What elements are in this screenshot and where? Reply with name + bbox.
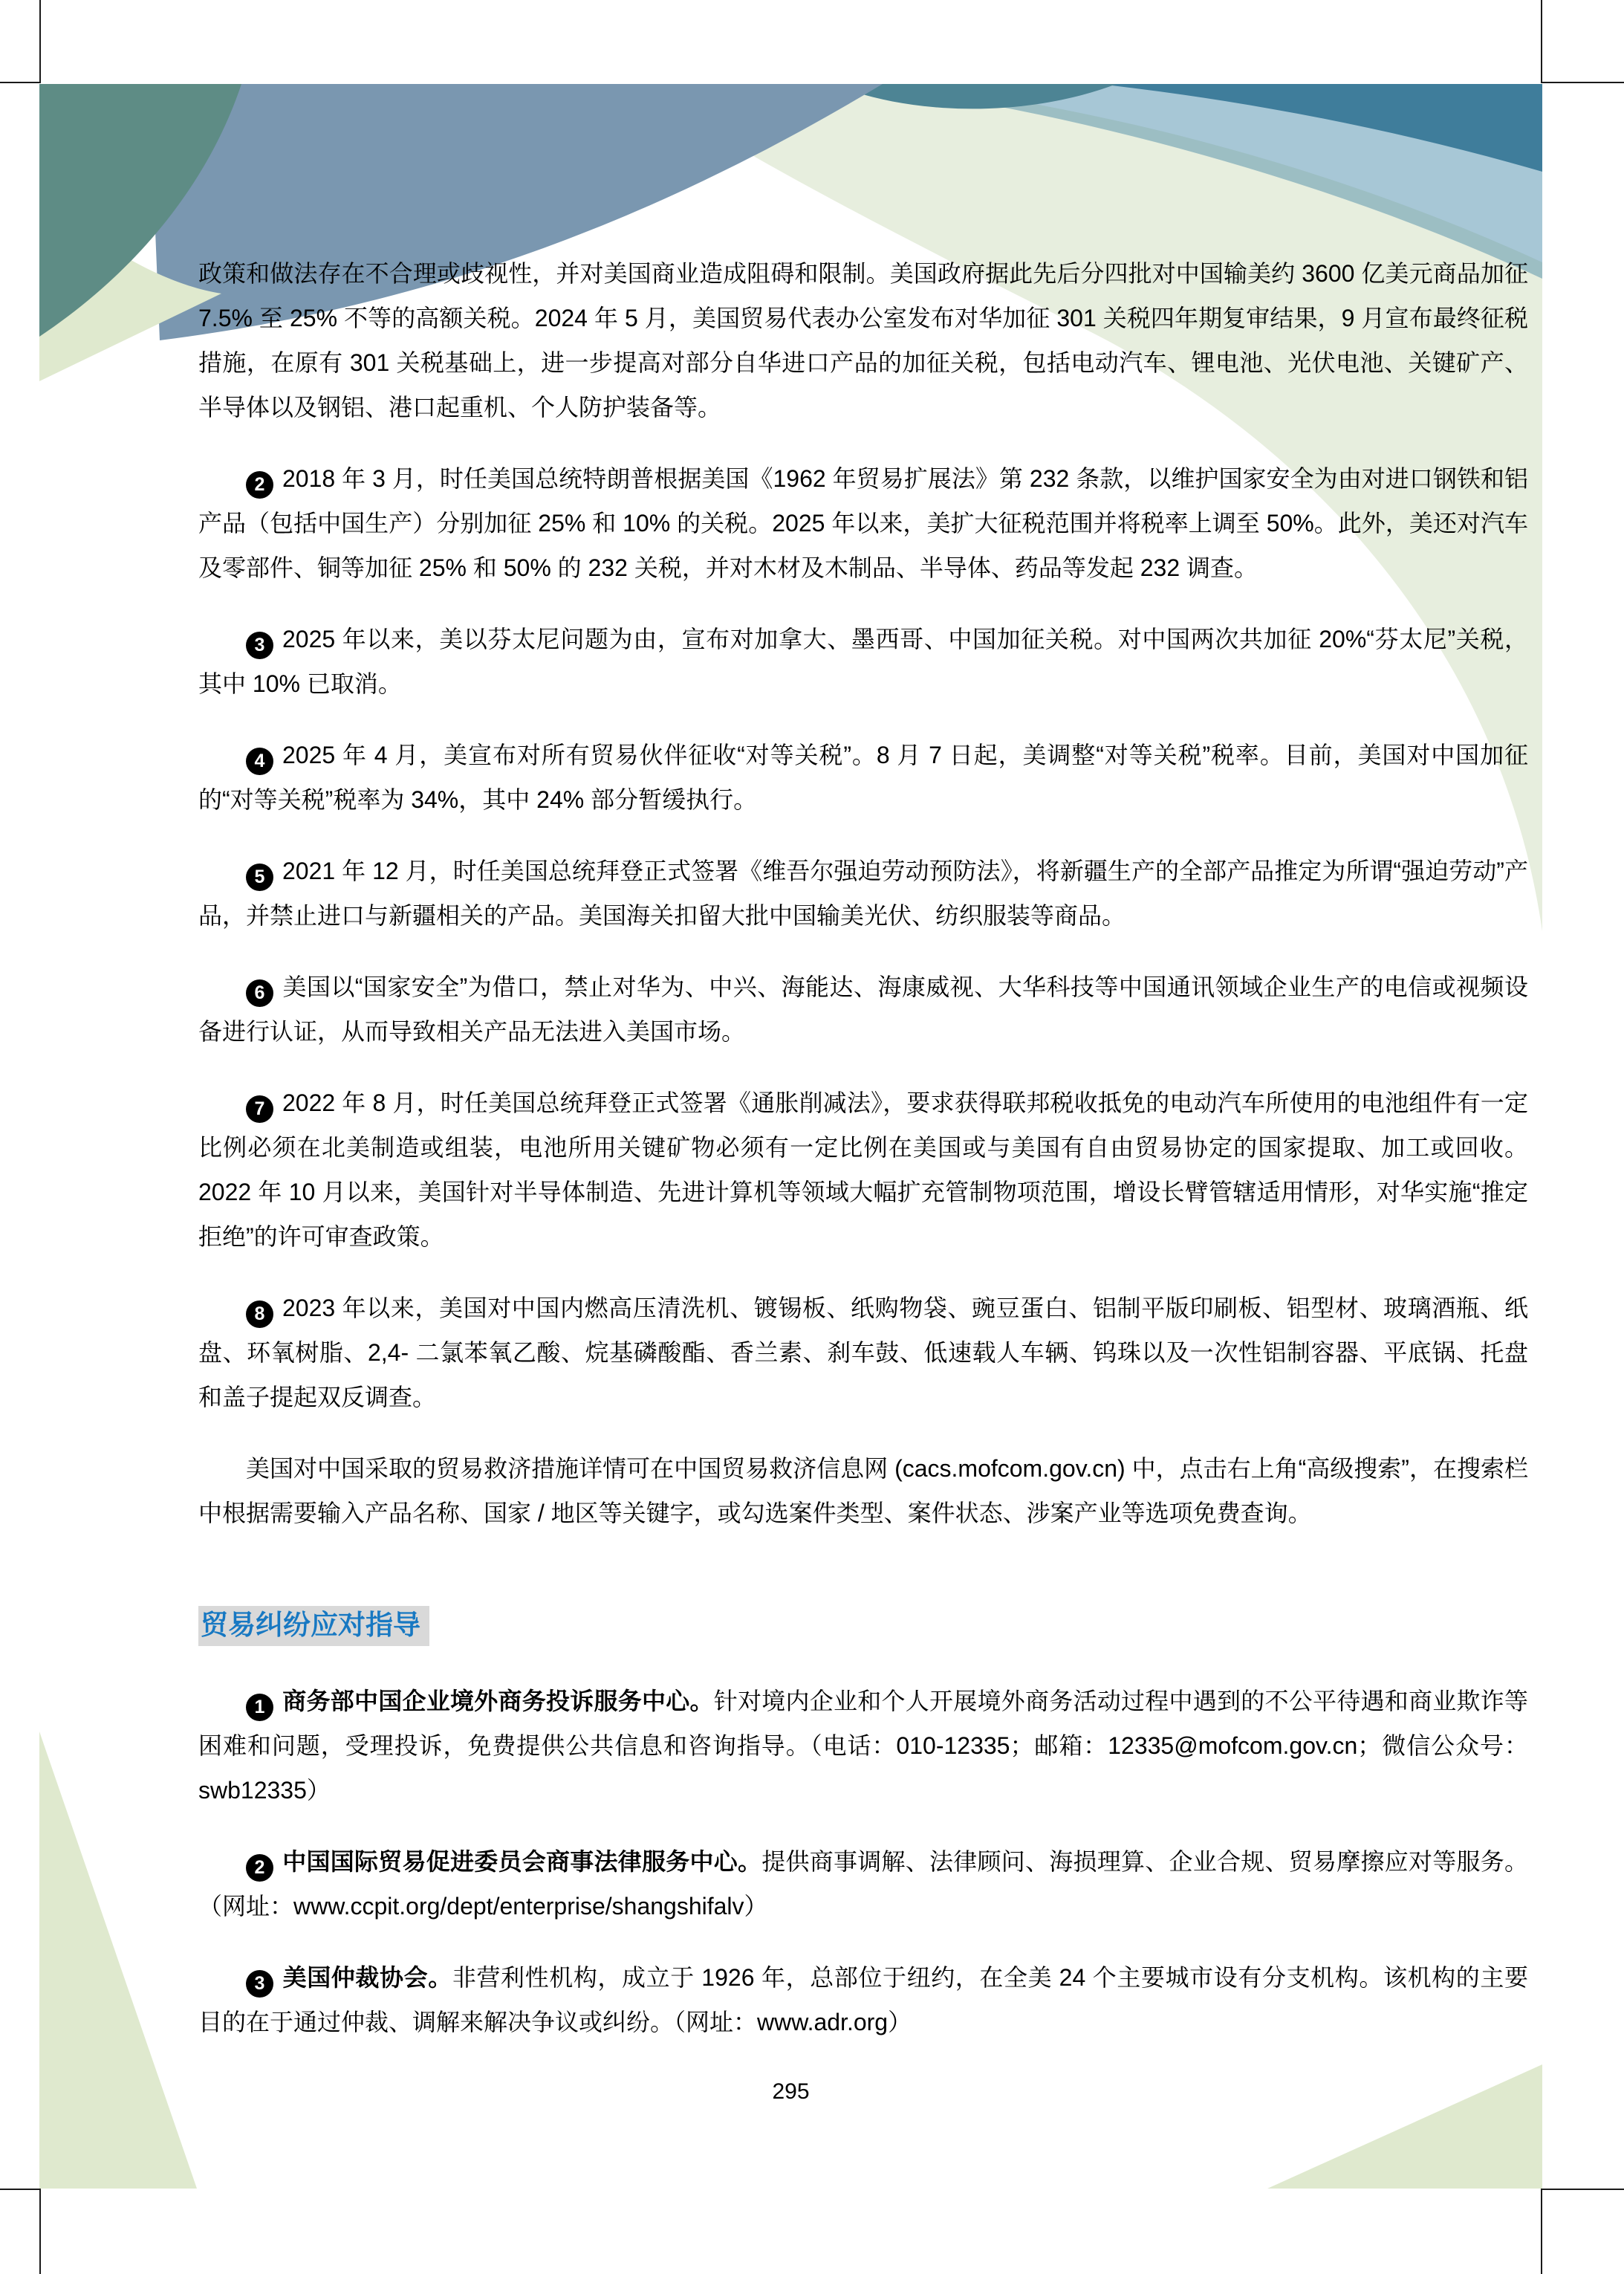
measure-item-text: 2023 年以来，美国对中国内燃高压清洗机、镀锡板、纸购物袋、豌豆蛋白、铝制平版印刷板、铝型材、玻璃酒瓶、纸盘、环氧树脂、2,4- 二氯苯氧乙酸、烷基磷酸酯、香兰素、刹车鼓、低速载人车辆、钨珠以及一次性铝制容器、平底锅、托盘和盖子提起双反调查。 (198, 1295, 1528, 1410)
measure-item-text: 2018 年 3 月，时任美国总统特朗普根据美国《1962 年贸易扩展法》第 232 条款，以维护国家安全为由对进口钢铁和铝产品（包括中国生产）分别加征 25% 和 10% 的关税。2025 年以来，美扩大征税范围并将税率上调至 50%。此外，美还对汽车及零部件、铜等加征 25% 和 50% 的 232 关税，并对木材及木制品、半导体、药品等发起 232 调查。 (198, 465, 1528, 581)
measure-item-text: 2025 年 4 月，美宣布对所有贸易伙伴征收“对等关税”。8 月 7 日起，美调整“对等关税”税率。目前，美国对中国加征的“对等关税”税率为 34%，其中 24% 部分暂缓执行。 (198, 742, 1528, 813)
remedy-note-paragraph: 美国对中国采取的贸易救济措施详情可在中国贸易救济信息网 (cacs.mofcom.gov.cn) 中，点击右上角“高级搜索”，在搜索栏中根据需要输入产品名称、国家 / 地区等关键字，或勾选案件类型、案件状态、涉案产业等选项免费查询。 (198, 1455, 1528, 1526)
guidance-item (198, 1679, 1528, 1813)
guidance-item-text: 提供商事调解、法律顾问、海损理算、企业合规、贸易摩擦应对等服务。（网址：www.ccpit.org/dept/enterprise/shangshifalv） (198, 1848, 1528, 1920)
item-number-badge: 2 (246, 471, 273, 499)
item-number-badge: 3 (246, 632, 273, 659)
guidance-item-title: 中国国际贸易促进委员会商事法律服务中心。 (282, 1848, 762, 1875)
page-body-text (198, 251, 1528, 2071)
crop-mark-top-left (0, 0, 41, 83)
item-number-badge: 7 (246, 1095, 273, 1123)
item-number-badge: 4 (246, 748, 273, 775)
measure-item (198, 1081, 1528, 1259)
measure-item (198, 1286, 1528, 1419)
section-heading-text: 贸易纠纷应对指导 (198, 1606, 429, 1646)
item-number-badge: 8 (246, 1300, 273, 1328)
measure-item (198, 965, 1528, 1054)
measure-item-text: 2021 年 12 月，时任美国总统拜登正式签署《维吾尔强迫劳动预防法》，将新疆生产的全部产品推定为所谓“强迫劳动”产品，并禁止进口与新疆相关的产品。美国海关扣留大批中国输美光伏、纺织服装等商品。 (198, 858, 1528, 929)
measure-item (198, 849, 1528, 938)
measure-item (198, 456, 1528, 590)
measure-item-text: 2022 年 8 月，时任美国总统拜登正式签署《通胀削减法》，要求获得联邦税收抵免的电动汽车所使用的电池组件有一定比例必须在北美制造或组装，电池所用关键矿物必须有一定比例在美国或与美国有自由贸易协定的国家提取、加工或回收。2022 年 10 月以来，美国针对半导体制造、先进计算机等领域大幅扩充管制物项范围，增设长臂管辖适用情形，对华实施“推定拒绝”的许可审查政策。 (198, 1089, 1528, 1250)
bottom-left-green-triangle (39, 1732, 197, 2189)
page-number: 295 (772, 2079, 810, 2104)
guidance-item-title: 美国仲裁协会。 (282, 1964, 452, 1991)
guidance-item-text: 非营利性机构，成立于 1926 年，总部位于纽约，在全美 24 个主要城市设有分支机构。该机构的主要目的在于通过仲裁、调解来解决争议或纠纷。（网址：www.adr.org） (198, 1964, 1528, 2035)
item-number-badge: 6 (246, 979, 273, 1007)
crop-mark-bottom-left (0, 2189, 41, 2274)
item-number-badge: 1 (246, 1694, 273, 1721)
item-number-badge: 5 (246, 864, 273, 891)
measure-item (198, 617, 1528, 706)
item-number-badge: 3 (246, 1970, 273, 1998)
section-heading (198, 1606, 1528, 1646)
measure-item (198, 733, 1528, 822)
guidance-item-title: 商务部中国企业境外商务投诉服务中心。 (282, 1688, 714, 1714)
intro-paragraph: 政策和做法存在不合理或歧视性，并对美国商业造成阻碍和限制。美国政府据此先后分四批对中国输美约 3600 亿美元商品加征 7.5% 至 25% 不等的高额关税。2024 年 5 月，美国贸易代表办公室发布对华加征 301 关税四年期复审结果，9 月宣布最终征税措施，在原有 301 关税基础上，进一步提高对部分自华进口产品的加征关税，包括电动汽车、锂电池、光伏电池、关键矿产、半导体以及钢铝、港口起重机、个人防护装备等。 (198, 260, 1528, 421)
measure-item-text: 美国以“国家安全”为借口，禁止对华为、中兴、海能达、海康威视、大华科技等中国通讯领域企业生产的电信或视频设备进行认证，从而导致相关产品无法进入美国市场。 (198, 974, 1528, 1045)
crop-mark-top-right (1541, 0, 1624, 83)
item-number-badge: 2 (246, 1854, 273, 1882)
guidance-item (198, 1955, 1528, 2044)
crop-mark-bottom-right (1541, 2189, 1624, 2274)
guidance-item (198, 1839, 1528, 1928)
guidance-item-text: 针对境内企业和个人开展境外商务活动过程中遇到的不公平待遇和商业欺诈等困难和问题，受理投诉，免费提供公共信息和咨询指导。（电话：010-12335；邮箱：12335@mofcom.gov.cn；微信公众号：swb12335） (198, 1688, 1528, 1804)
measure-item-text: 2025 年以来，美以芬太尼问题为由，宣布对加拿大、墨西哥、中国加征关税。对中国两次共加征 20%“芬太尼”关税，其中 10% 已取消。 (198, 626, 1528, 697)
